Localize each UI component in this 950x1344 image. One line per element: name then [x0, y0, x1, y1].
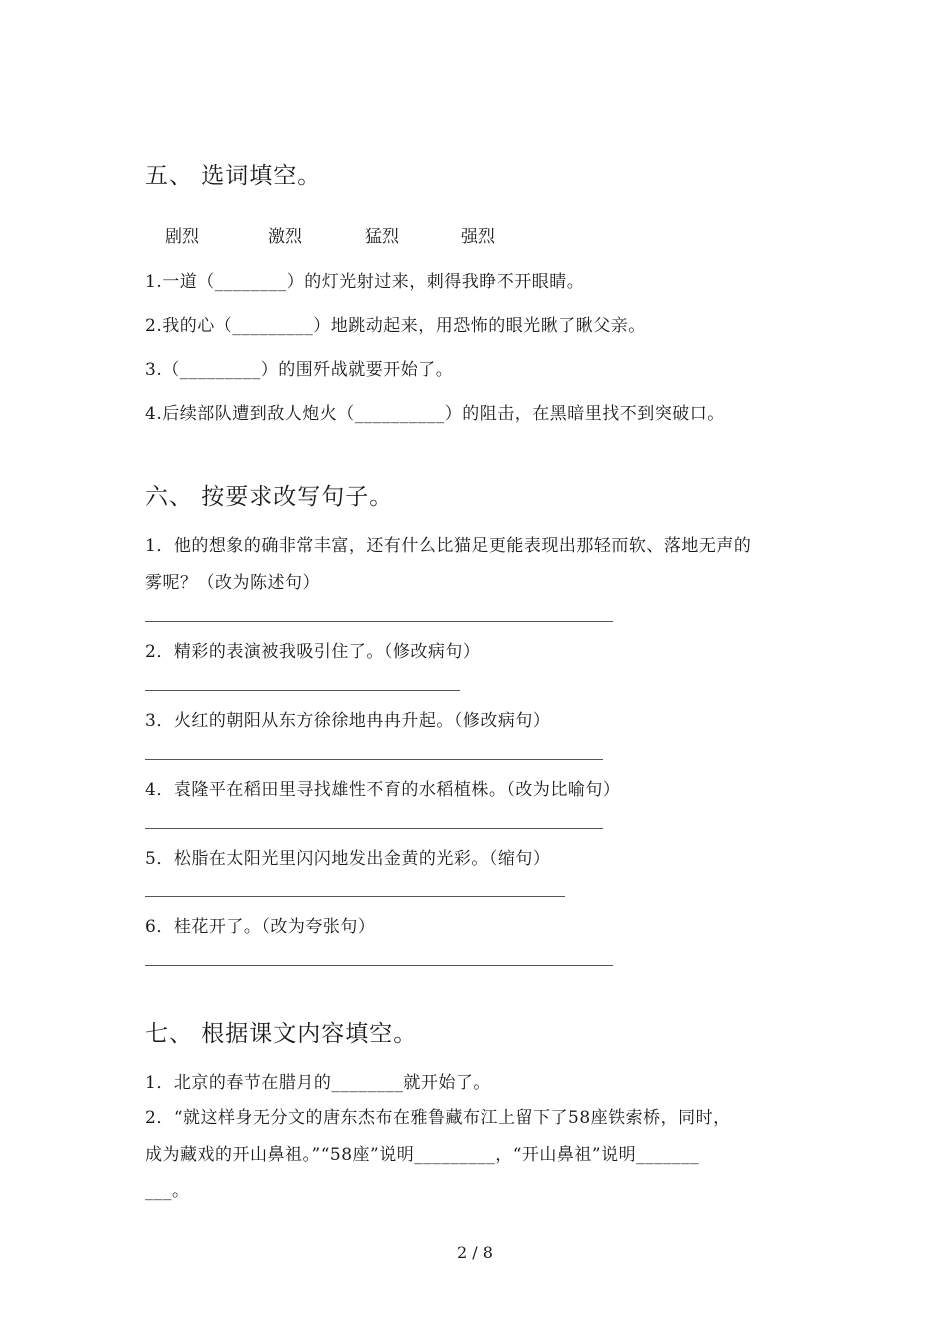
answer-line[interactable] — [145, 621, 613, 622]
question-item-continuation: 成为藏戏的开山鼻祖。”“58座”说明_________，“开山鼻祖”说明_______ — [145, 1145, 700, 1165]
question-item: 4．袁隆平在稻田里寻找雄性不育的水稻植株。（改为比喻句） — [145, 780, 621, 800]
question-item: 1．北京的春节在腊月的________就开始了。 — [145, 1073, 491, 1093]
answer-line[interactable] — [145, 965, 613, 966]
question-item: 6．桂花开了。（改为夸张句） — [145, 917, 376, 937]
section-7-title: 七、 根据课文内容填空。 — [145, 1021, 418, 1047]
question-item: 5．松脂在太阳光里闪闪地发出金黄的光彩。（缩句） — [145, 849, 551, 869]
answer-line[interactable] — [145, 896, 565, 897]
word-option: 剧烈 — [165, 227, 199, 247]
question-item: 3.（_________）的围歼战就要开始了。 — [145, 360, 454, 380]
question-item: 2．精彩的表演被我吸引住了。（修改病句） — [145, 642, 481, 662]
question-item: 1.一道（________）的灯光射过来，刺得我睁不开眼睛。 — [145, 272, 585, 292]
question-item-continuation: ___。 — [145, 1181, 190, 1201]
page-number: 2 / 8 — [457, 1243, 493, 1262]
section-6-title: 六、 按要求改写句子。 — [145, 484, 394, 510]
question-item: 2.我的心（_________）地跳动起来，用恐怖的眼光瞅了瞅父亲。 — [145, 316, 646, 336]
question-item: 2．“就这样身无分文的唐东杰布在雅鲁藏布江上留下了58座铁索桥，同时， — [145, 1108, 731, 1128]
answer-line[interactable] — [145, 690, 460, 691]
section-5-title: 五、 选词填空。 — [145, 163, 322, 189]
word-option: 猛烈 — [365, 227, 399, 247]
answer-line[interactable] — [145, 759, 603, 760]
word-option: 激烈 — [268, 227, 302, 247]
question-item-continuation: 雾呢？（改为陈述句） — [145, 573, 320, 593]
question-item: 3．火红的朝阳从东方徐徐地冉冉升起。（修改病句） — [145, 711, 551, 731]
question-item: 1．他的想象的确非常丰富，还有什么比猫足更能表现出那轻而软、落地无声的 — [145, 536, 752, 556]
answer-line[interactable] — [145, 828, 603, 829]
question-item: 4.后续部队遭到敌人炮火（__________）的阻击，在黑暗里找不到突破口。 — [145, 404, 725, 424]
word-option: 强烈 — [461, 227, 495, 247]
